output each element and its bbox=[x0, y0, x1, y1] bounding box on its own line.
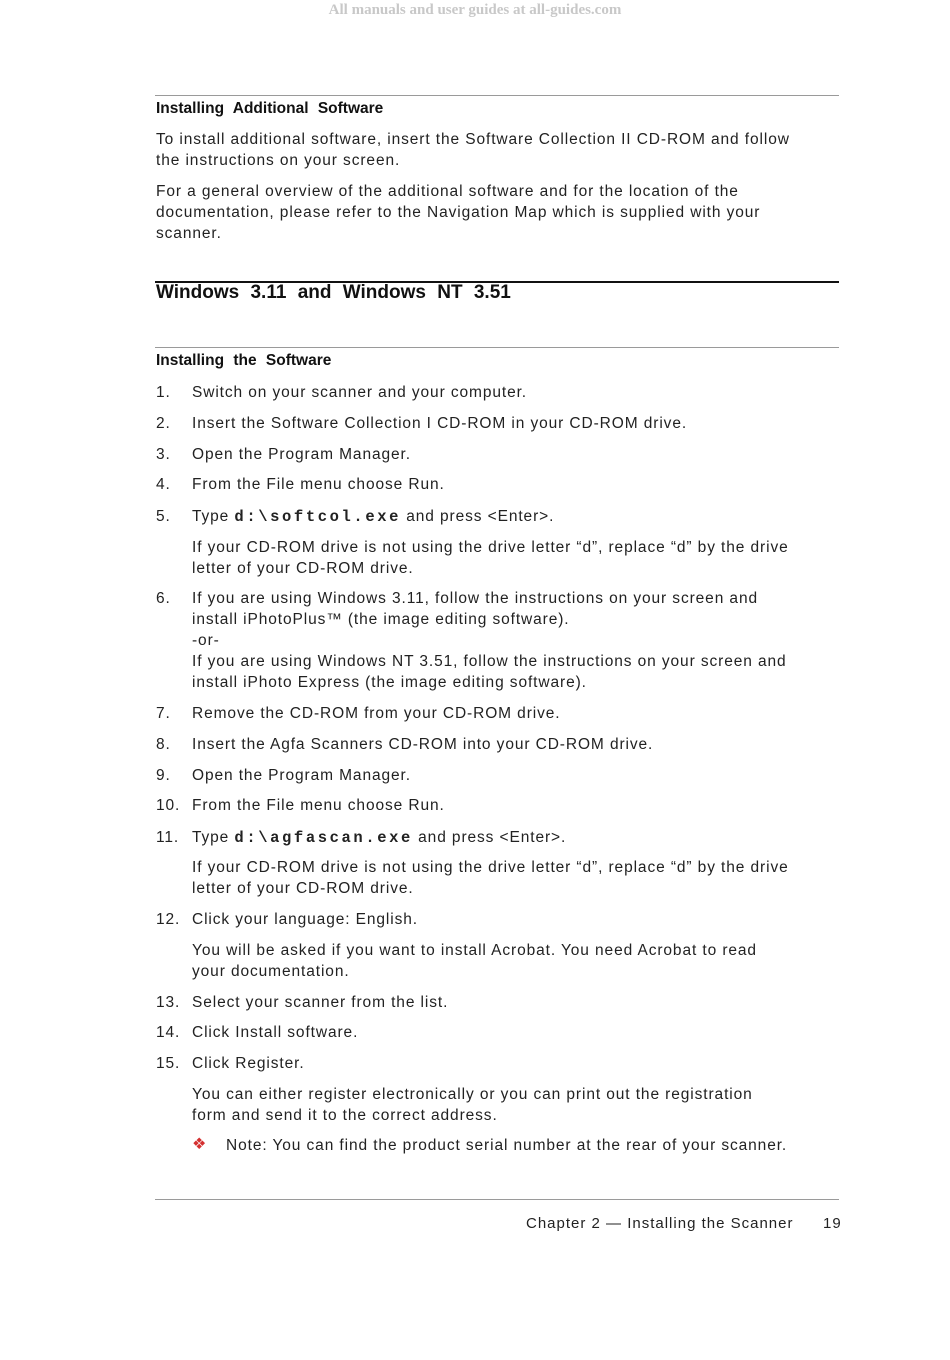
step-text: Open the Program Manager. bbox=[192, 767, 411, 784]
step-text: install iPhotoPlus™ (the image editing software). bbox=[192, 611, 570, 628]
section-rule bbox=[155, 95, 839, 96]
step-number: 9. bbox=[156, 767, 171, 784]
paragraph-line: documentation, please refer to the Navigation Map which is supplied with your bbox=[156, 204, 761, 221]
step-number: 4. bbox=[156, 476, 171, 493]
step-text: If you are using Windows 3.11, follow the instructions on your screen and bbox=[192, 590, 758, 607]
diamond-bullet-icon: ❖ bbox=[192, 1136, 208, 1153]
watermark: All manuals and user guides at all-guides.com bbox=[328, 2, 622, 18]
step-number: 13. bbox=[156, 994, 181, 1011]
step-text: install iPhoto Express (the image editing software). bbox=[192, 674, 587, 691]
drive-letter-note: If your CD-ROM drive is not using the drive letter “d”, replace “d” by the drive bbox=[192, 539, 789, 556]
footer-rule bbox=[155, 1199, 839, 1200]
step-text: Insert the Software Collection I CD-ROM in your CD-ROM drive. bbox=[192, 415, 688, 432]
step-number: 15. bbox=[156, 1055, 181, 1072]
step-text-pre: Type bbox=[192, 508, 235, 525]
register-note: form and send it to the correct address. bbox=[192, 1107, 498, 1124]
step-number: 2. bbox=[156, 415, 171, 432]
command-text: d:\softcol.exe bbox=[234, 508, 402, 526]
step-number: 7. bbox=[156, 705, 171, 722]
subheading-installing-software: Installing the Software bbox=[156, 352, 332, 369]
step-text: Insert the Agfa Scanners CD-ROM into your CD-ROM drive. bbox=[192, 736, 654, 753]
register-note: You can either register electronically or you can print out the registration bbox=[192, 1086, 753, 1103]
step-number: 5. bbox=[156, 508, 171, 525]
acrobat-note: your documentation. bbox=[192, 963, 350, 980]
paragraph-line: the instructions on your screen. bbox=[156, 152, 401, 169]
page-number: 19 bbox=[823, 1215, 842, 1232]
step-text: Remove the CD-ROM from your CD-ROM drive. bbox=[192, 705, 561, 722]
step-text: From the File menu choose Run. bbox=[192, 797, 445, 814]
section-rule bbox=[155, 347, 839, 348]
section-heading-windows: Windows 3.11 and Windows NT 3.51 bbox=[156, 282, 511, 303]
drive-letter-note: If your CD-ROM drive is not using the drive letter “d”, replace “d” by the drive bbox=[192, 859, 789, 876]
step-text: From the File menu choose Run. bbox=[192, 476, 445, 493]
step-number: 3. bbox=[156, 446, 171, 463]
paragraph-line: To install additional software, insert the Software Collection II CD-ROM and follow bbox=[156, 131, 790, 148]
step-text: Open the Program Manager. bbox=[192, 446, 411, 463]
step-text: Click Install software. bbox=[192, 1024, 359, 1041]
step-text-pre: Type bbox=[192, 829, 235, 846]
step-number: 12. bbox=[156, 911, 181, 928]
step-text: Click your language: English. bbox=[192, 911, 418, 928]
step-text: Click Register. bbox=[192, 1055, 305, 1072]
step-text-post: and press <Enter>. bbox=[401, 508, 555, 525]
acrobat-note: You will be asked if you want to install Acrobat. You need Acrobat to read bbox=[192, 942, 757, 959]
step-number: 6. bbox=[156, 590, 171, 607]
footer-chapter: Chapter 2 — Installing the Scanner bbox=[526, 1215, 794, 1232]
paragraph-line: scanner. bbox=[156, 225, 222, 242]
step-text-post: and press <Enter>. bbox=[412, 829, 567, 846]
or-separator: -or- bbox=[192, 632, 220, 649]
step-text: Switch on your scanner and your computer. bbox=[192, 384, 528, 401]
step-number: 8. bbox=[156, 736, 171, 753]
command-text: d:\agfascan.exe bbox=[234, 829, 413, 847]
drive-letter-note: letter of your CD-ROM drive. bbox=[192, 560, 414, 577]
step-text: Select your scanner from the list. bbox=[192, 994, 449, 1011]
note-text: Note: You can find the product serial number at the rear of your scanner. bbox=[226, 1137, 788, 1154]
paragraph-line: For a general overview of the additional software and for the location of the bbox=[156, 183, 739, 200]
step-number: 11. bbox=[156, 829, 180, 846]
step-text bbox=[192, 506, 852, 528]
section-heading-additional-software: Installing Additional Software bbox=[156, 100, 384, 117]
step-text bbox=[192, 827, 852, 849]
step-text: If you are using Windows NT 3.51, follow the instructions on your screen and bbox=[192, 653, 787, 670]
step-number: 10. bbox=[156, 797, 181, 814]
drive-letter-note: letter of your CD-ROM drive. bbox=[192, 880, 414, 897]
step-number: 1. bbox=[156, 384, 171, 401]
step-number: 14. bbox=[156, 1024, 181, 1041]
